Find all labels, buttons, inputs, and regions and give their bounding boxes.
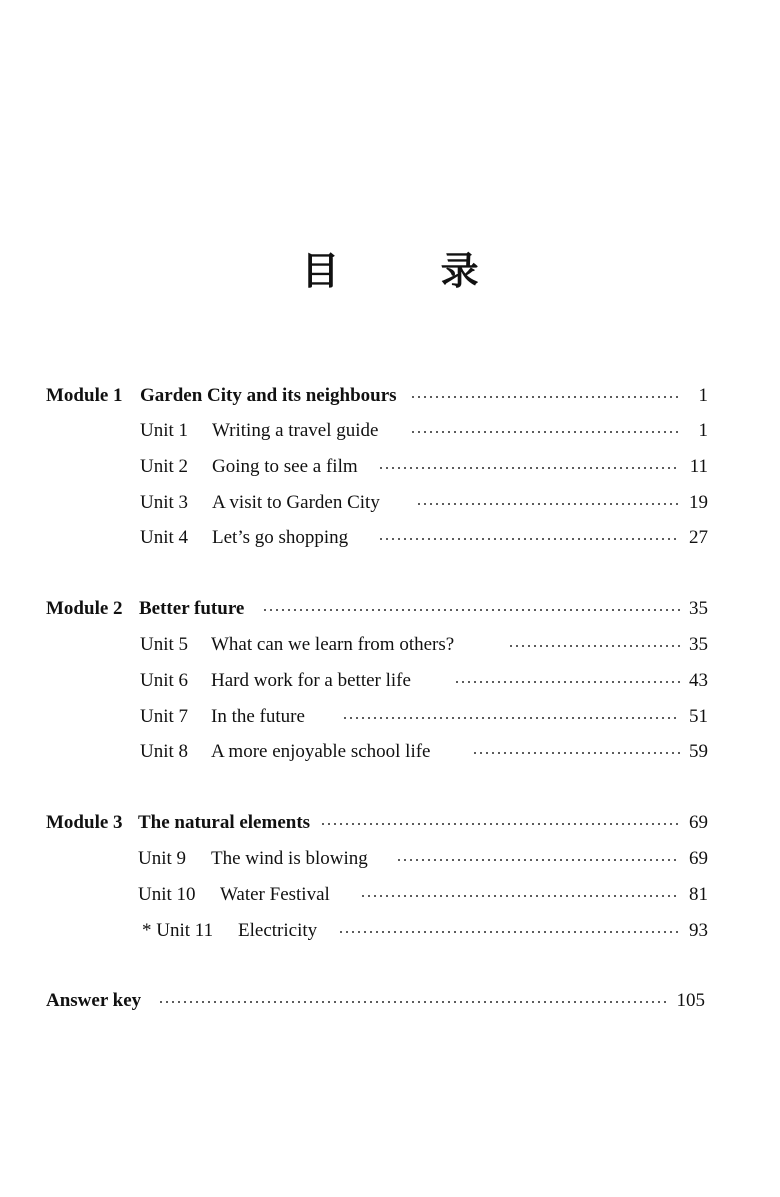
unit-title: Let’s go shopping <box>212 527 349 548</box>
toc-module-row[interactable] <box>0 594 780 624</box>
page-number: 27 <box>689 527 708 548</box>
unit-label: Unit 5 <box>140 634 189 655</box>
leader-dots <box>410 396 680 398</box>
page-number: 35 <box>689 598 708 619</box>
unit-label: Unit 4 <box>140 527 189 548</box>
unit-title: Writing a travel guide <box>212 420 379 441</box>
toc-unit-row[interactable] <box>0 488 780 518</box>
unit-label: Unit 2 <box>140 456 189 477</box>
toc-module-row[interactable] <box>0 381 780 411</box>
page-number: 19 <box>689 492 708 513</box>
page-number: 69 <box>689 812 708 833</box>
unit-label: Unit 6 <box>140 670 189 691</box>
toc-unit-row[interactable] <box>0 916 780 946</box>
leader-dots <box>320 823 680 825</box>
module-label: Module 1 <box>46 385 123 406</box>
unit-label: * Unit 11 <box>142 920 214 941</box>
leader-dots <box>378 467 680 469</box>
unit-title: A visit to Garden City <box>212 492 380 513</box>
leader-dots <box>360 895 680 897</box>
unit-label: Unit 3 <box>140 492 189 513</box>
module-title: Better future <box>139 598 245 619</box>
unit-label: Unit 8 <box>140 741 189 762</box>
leader-dots <box>416 503 680 505</box>
leader-dots <box>454 681 680 683</box>
module-title: The natural elements <box>138 812 311 833</box>
toc-unit-row[interactable] <box>0 880 780 910</box>
leader-dots <box>158 1001 666 1003</box>
page-number: 51 <box>689 706 708 727</box>
module-label: Module 3 <box>46 812 123 833</box>
leader-dots <box>396 859 680 861</box>
toc-unit-row[interactable] <box>0 452 780 482</box>
module-title: Garden City and its neighbours <box>140 385 397 406</box>
toc-unit-row[interactable] <box>0 416 780 446</box>
page-number: 35 <box>689 634 708 655</box>
toc-unit-row[interactable] <box>0 737 780 767</box>
page-title: 目 录 <box>301 249 523 293</box>
unit-title: A more enjoyable school life <box>211 741 431 762</box>
page-number: 59 <box>689 741 708 762</box>
unit-label: Unit 10 <box>138 884 196 905</box>
leader-dots <box>338 931 680 933</box>
unit-label: Unit 9 <box>138 848 187 869</box>
page-number: 43 <box>689 670 708 691</box>
leader-dots <box>410 431 680 433</box>
page-number: 93 <box>689 920 708 941</box>
toc-unit-row[interactable] <box>0 702 780 732</box>
unit-title: Electricity <box>238 920 318 941</box>
unit-title: Water Festival <box>220 884 330 905</box>
toc-answer-key-row[interactable] <box>0 986 780 1016</box>
page-number: 69 <box>689 848 708 869</box>
leader-dots <box>262 609 680 611</box>
unit-title: Hard work for a better life <box>211 670 411 691</box>
leader-dots <box>378 538 680 540</box>
toc-unit-row[interactable] <box>0 523 780 553</box>
page-number: 1 <box>698 385 708 406</box>
page-number: 105 <box>676 990 705 1011</box>
toc-unit-row[interactable] <box>0 844 780 874</box>
toc-unit-row[interactable] <box>0 630 780 660</box>
unit-title: Going to see a film <box>212 456 358 477</box>
leader-dots <box>342 717 680 719</box>
unit-title: The wind is blowing <box>211 848 368 869</box>
answer-key-label: Answer key <box>46 990 142 1011</box>
toc-unit-row[interactable] <box>0 666 780 696</box>
toc-module-row[interactable] <box>0 808 780 838</box>
page-number: 81 <box>689 884 708 905</box>
unit-label: Unit 1 <box>140 420 189 441</box>
unit-title: What can we learn from others? <box>211 634 455 655</box>
unit-title: In the future <box>211 706 305 727</box>
unit-label: Unit 7 <box>140 706 189 727</box>
page-number: 1 <box>698 420 708 441</box>
page-number: 11 <box>689 456 708 477</box>
module-label: Module 2 <box>46 598 123 619</box>
